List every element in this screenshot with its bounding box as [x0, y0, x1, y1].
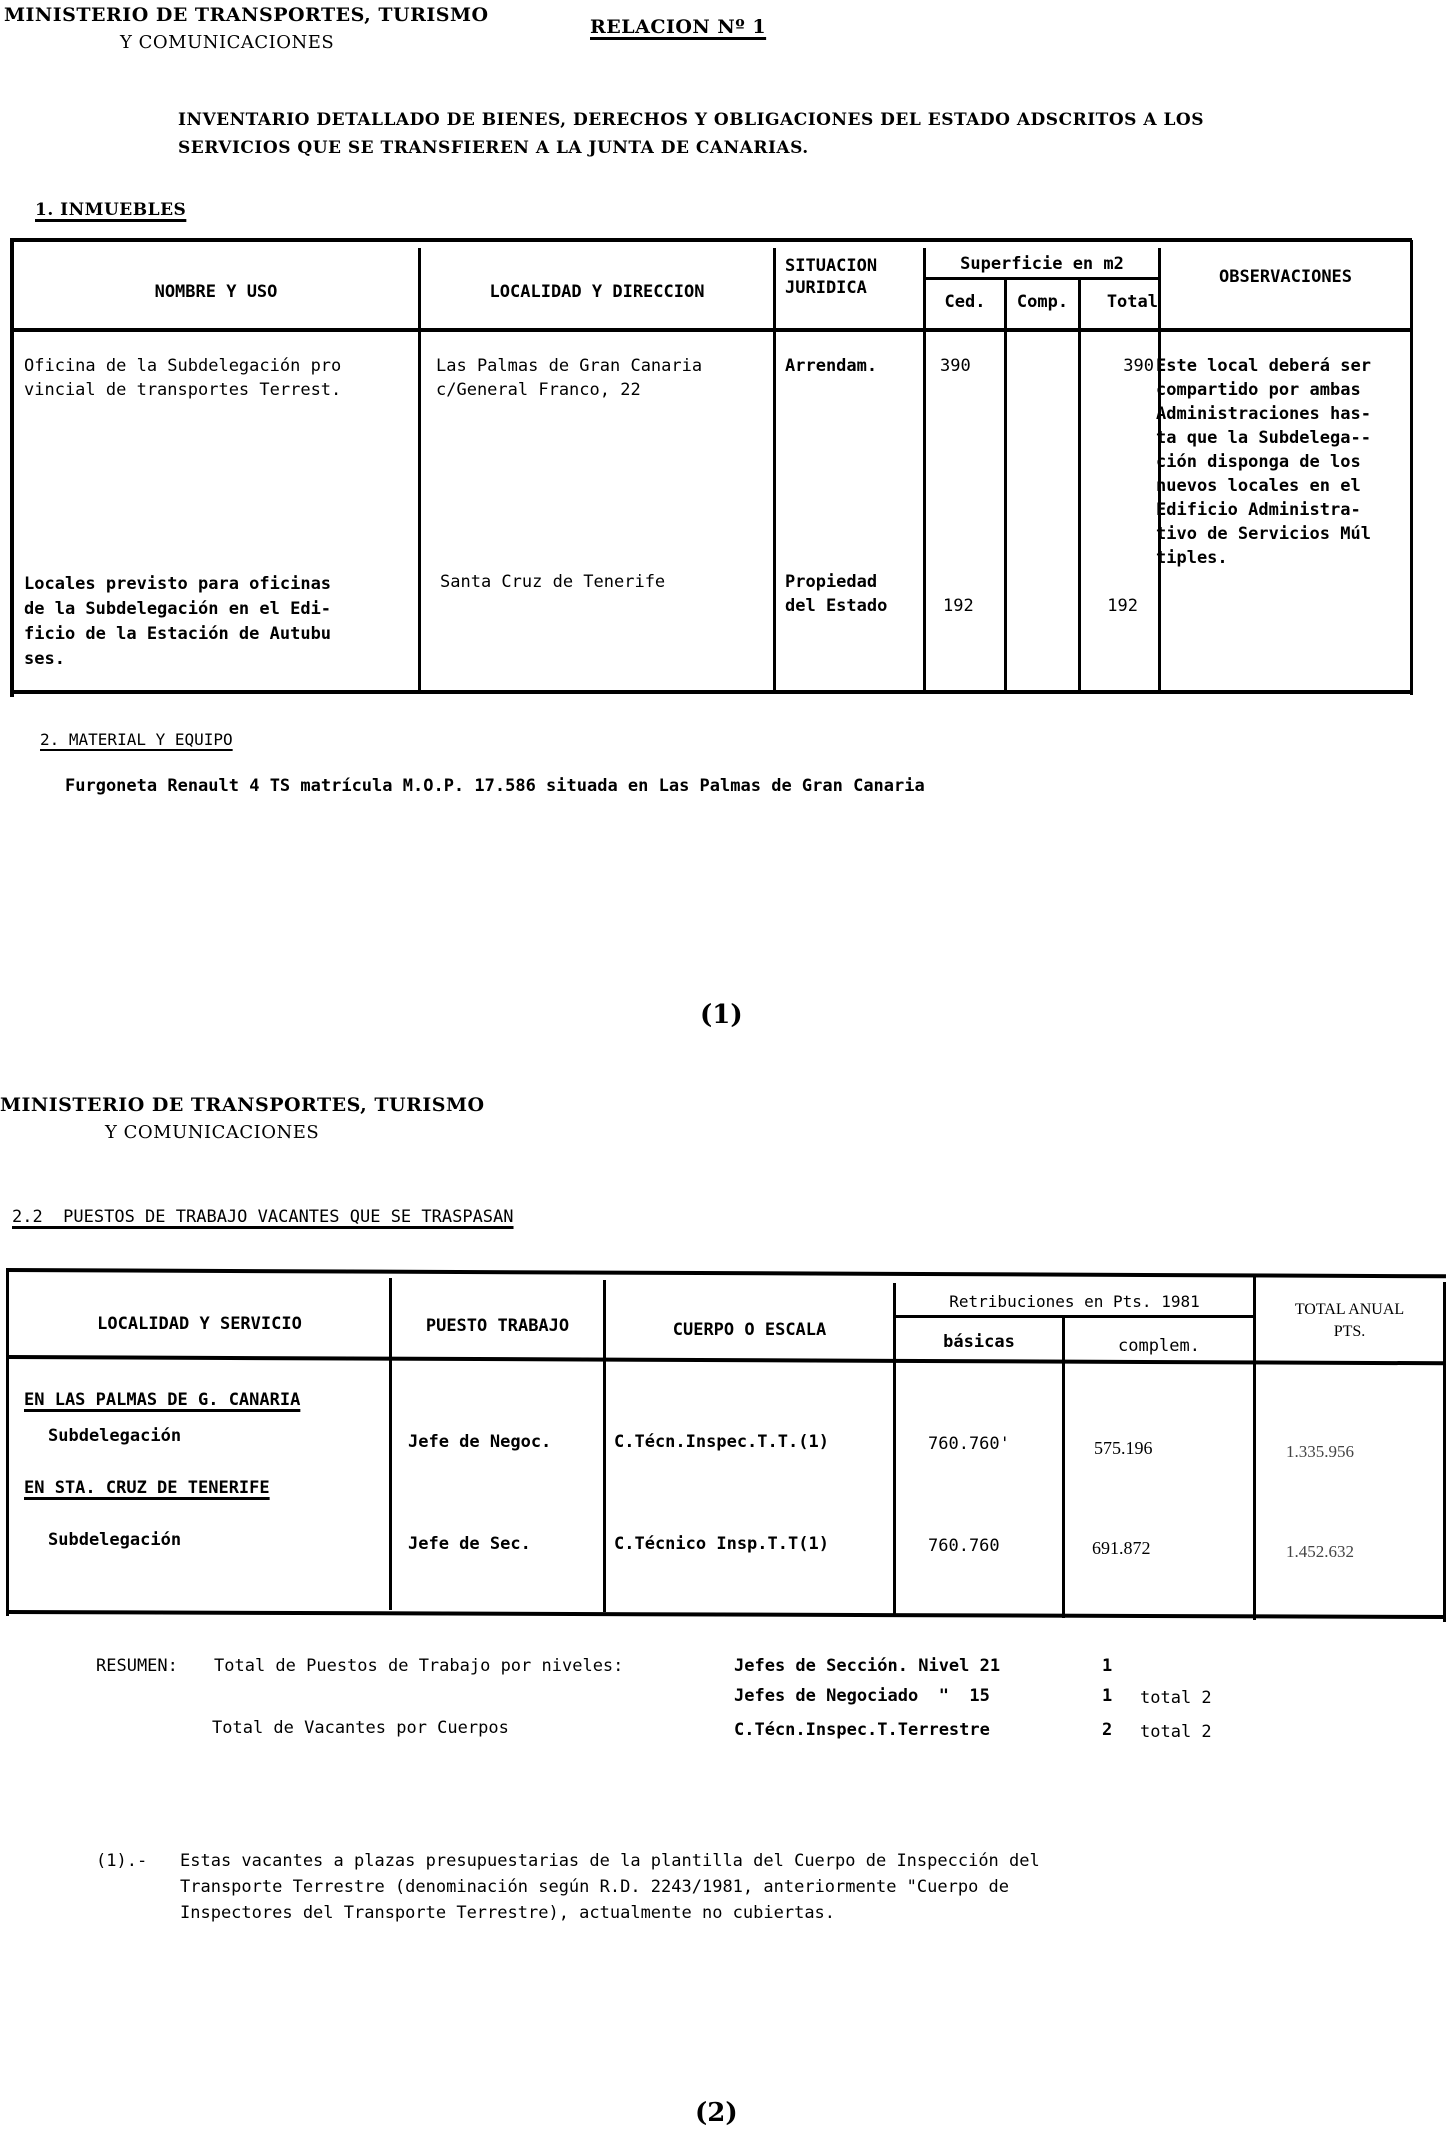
- resumen-line2-total: total 2: [1140, 1688, 1212, 1708]
- row1-obs-l9: tiples.: [1156, 548, 1228, 568]
- complem: 575.196: [1094, 1438, 1153, 1458]
- header-total-pts: PTS.: [1333, 1323, 1366, 1340]
- header-puesto: PUESTO TRABAJO: [425, 1316, 570, 1336]
- table-border-left: [10, 242, 14, 697]
- resumen-line3-total: total 2: [1140, 1722, 1212, 1742]
- row1-obs-l2: compartido por ambas: [1156, 380, 1361, 400]
- row1-nombre-l2: vincial de transportes Terrest.: [24, 380, 342, 400]
- table-border-top: [6, 1268, 1446, 1278]
- resumen-line3-count: 2: [1102, 1720, 1113, 1740]
- resumen-line3-desc: C.Técn.Inspec.T.Terrestre: [734, 1720, 990, 1740]
- header-basicas: básicas: [943, 1332, 1015, 1352]
- section-puestos-title: 2.2 PUESTOS DE TRABAJO VACANTES QUE SE TRASPASAN: [12, 1207, 514, 1227]
- servicio: Subdelegación: [48, 1426, 182, 1446]
- table-border-right: [1443, 1282, 1446, 1622]
- ministry-name: MINISTERIO DE TRANSPORTES, TURISMO: [4, 4, 489, 26]
- section-material-title: 2. MATERIAL Y EQUIPO: [40, 730, 233, 749]
- cuerpo: C.Técnico Insp.T.T(1): [614, 1534, 829, 1554]
- row2-localidad: Santa Cruz de Tenerife: [440, 572, 666, 592]
- puesto: Jefe de Negoc.: [408, 1432, 552, 1452]
- table-border-left: [6, 1268, 9, 1616]
- resumen-line2-count: 1: [1102, 1686, 1113, 1706]
- row1-obs-l1: Este local deberá ser: [1156, 356, 1371, 376]
- footnote-marker: (1).-: [96, 1851, 148, 1871]
- header-situacion: SITUACION: [785, 256, 878, 276]
- row1-obs-l6: nuevos locales en el: [1156, 476, 1361, 496]
- puesto: Jefe de Sec.: [408, 1534, 531, 1554]
- col-divider: [923, 248, 926, 692]
- resumen-puestos-label: Total de Puestos de Trabajo por niveles:: [214, 1656, 624, 1676]
- table-border-bottom: [6, 1610, 1446, 1619]
- col-divider: [1062, 1318, 1065, 1618]
- total-anual: 1.452.632: [1286, 1542, 1354, 1561]
- header-complem: complem.: [1118, 1336, 1200, 1356]
- complem: 691.872: [1092, 1538, 1151, 1558]
- row1-obs-l3: Administraciones has-: [1156, 404, 1371, 424]
- header-localidad: LOCALIDAD Y DIRECCION: [489, 282, 705, 302]
- row2-situacion-l1: Propiedad: [785, 572, 878, 592]
- ministry-name-line2: Y COMUNICACIONES: [120, 32, 335, 53]
- header-ced: Ced.: [944, 292, 986, 312]
- header-juridica: JURIDICA: [785, 278, 867, 298]
- row1-obs-l5: ción disponga de los: [1156, 452, 1361, 472]
- row2-total: 192: [1107, 596, 1138, 616]
- relacion-title: RELACION Nº 1: [590, 16, 767, 38]
- page-number: (1): [700, 1000, 743, 1030]
- resumen-line1-desc: Jefes de Sección. Nivel 21: [734, 1656, 1001, 1676]
- row2-nombre-l1: Locales previsto para oficinas: [24, 574, 332, 594]
- row2-nombre-l4: ses.: [24, 649, 65, 669]
- row2-ced: 192: [943, 596, 974, 616]
- header-total-anual: TOTAL ANUAL: [1294, 1301, 1405, 1318]
- row1-localidad-l1: Las Palmas de Gran Canaria: [436, 356, 703, 376]
- col-divider: [773, 248, 776, 692]
- row1-localidad-l2: c/General Franco, 22: [436, 380, 641, 400]
- resumen-line1-count: 1: [1102, 1656, 1113, 1676]
- header-localidad: LOCALIDAD Y SERVICIO: [97, 1314, 302, 1334]
- row2-nombre-l3: ficio de la Estación de Autubu: [24, 624, 332, 644]
- location-las-palmas: EN LAS PALMAS DE G. CANARIA: [24, 1390, 301, 1410]
- header-comp: Comp.: [1016, 292, 1069, 312]
- ministry-name: MINISTERIO DE TRANSPORTES, TURISMO: [0, 1094, 485, 1116]
- table-border-top: [10, 238, 1412, 242]
- row1-nombre-l1: Oficina de la Subdelegación pro: [24, 356, 342, 376]
- row1-obs-l8: tivo de Servicios Múl: [1156, 524, 1371, 544]
- header-superficie: Superficie en m2: [960, 254, 1124, 274]
- header-cuerpo: CUERPO O ESCALA: [672, 1320, 827, 1340]
- resumen-line2-desc: Jefes de Negociado " 15: [734, 1686, 990, 1706]
- servicio: Subdelegación: [48, 1530, 182, 1550]
- row2-nombre-l2: de la Subdelegación en el Edi-: [24, 599, 332, 619]
- footnote-line-2: Transporte Terrestre (denominación según R.D. 2243/1981, anteriormente "Cuerpo de: [180, 1877, 1010, 1897]
- intro-line-1: INVENTARIO DETALLADO DE BIENES, DERECHOS Y OBLIGACIONES DEL ESTADO ADSCRITOS A LOS: [178, 110, 1204, 130]
- basicas: 760.760': [928, 1434, 1010, 1454]
- intro-line-2: SERVICIOS QUE SE TRANSFIEREN A LA JUNTA DE CANARIAS.: [178, 138, 809, 158]
- header-total: Total: [1106, 292, 1158, 312]
- row2-situacion-l2: del Estado: [785, 596, 888, 616]
- header-retribuciones: Retribuciones en Pts. 1981: [949, 1292, 1200, 1311]
- basicas: 760.760: [928, 1536, 1000, 1556]
- resumen-label: RESUMEN:: [96, 1656, 178, 1676]
- footnote-line-1: Estas vacantes a plazas presupuestarias de la plantilla del Cuerpo de Inspección del: [180, 1851, 1040, 1871]
- footnote-line-3: Inspectores del Transporte Terrestre), actualmente no cubiertas.: [180, 1903, 836, 1923]
- cuerpo: C.Técn.Inspec.T.T.(1): [614, 1432, 829, 1452]
- material-item: Furgoneta Renault 4 TS matrícula M.O.P. 17.586 situada en Las Palmas de Gran Canaria: [65, 776, 925, 796]
- col-divider: [1004, 280, 1007, 692]
- col-divider: [418, 248, 421, 692]
- row1-situacion: Arrendam.: [785, 356, 878, 376]
- row1-obs-l7: Edificio Administra-: [1156, 500, 1361, 520]
- resumen-vacantes-label: Total de Vacantes por Cuerpos: [212, 1718, 509, 1738]
- page-number: (2): [695, 2098, 738, 2128]
- retribuciones-divider: [895, 1315, 1255, 1318]
- section-inmuebles-title: 1. INMUEBLES: [35, 200, 187, 220]
- superficie-divider: [925, 277, 1161, 280]
- total-anual: 1.335.956: [1286, 1442, 1354, 1461]
- table-border-right: [1410, 240, 1413, 695]
- row1-total: 390: [1123, 356, 1154, 376]
- location-tenerife: EN STA. CRUZ DE TENERIFE: [24, 1478, 270, 1498]
- header-observaciones: OBSERVACIONES: [1218, 267, 1353, 287]
- header-nombre: NOMBRE Y USO: [154, 282, 278, 302]
- row1-obs-l4: ta que la Subdelega--: [1156, 428, 1371, 448]
- col-divider: [1078, 280, 1081, 692]
- ministry-name-line2: Y COMUNICACIONES: [105, 1122, 320, 1143]
- row1-ced: 390: [940, 356, 971, 376]
- table-border-bottom: [12, 690, 1412, 694]
- table-header-divider: [12, 328, 1412, 332]
